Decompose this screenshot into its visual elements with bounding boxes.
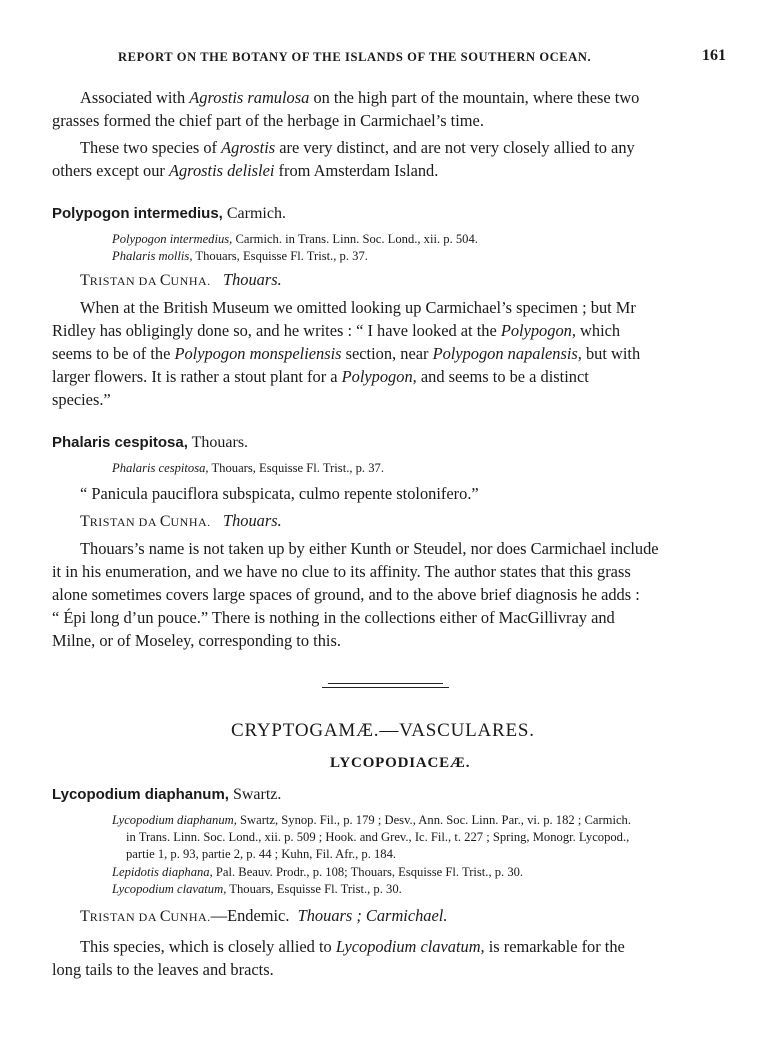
intro-p1-line2: grasses formed the chief part of the herbage in Carmichael’s time. <box>52 111 484 130</box>
text-line: it in his enumeration, and we have no clue to its affinity. The author states that this grass <box>52 562 631 581</box>
text-line: This species, which is closely allied to Lycopodium clavatum, is remarkable for the <box>80 937 625 956</box>
text-line: Milne, or of Moseley, corresponding to this. <box>52 631 341 650</box>
text-line: Thouars’s name is not taken up by either Kunth or Steudel, nor does Carmichael include <box>80 539 659 558</box>
intro-p2-line1: These two species of Agrostis are very distinct, and are not very closely allied to any <box>80 138 635 157</box>
synonym-ref: Lycopodium clavatum, Thouars, Esquisse Fl. Trist., p. 30. <box>112 882 402 896</box>
synonym-ref: Phalaris cespitosa, Thouars, Esquisse Fl. Trist., p. 37. <box>112 461 384 475</box>
intro-p2-line2: others except our Agrostis delislei from Amsterdam Island. <box>52 161 439 180</box>
text-line: seems to be of the Polypogon monspeliensis section, near Polypogon napalensis, but with <box>52 344 641 363</box>
text-line: species.” <box>52 390 111 409</box>
locality-line: TRISTAN DA CUNHA. Thouars. <box>80 270 282 289</box>
synonym-ref: Lepidotis diaphana, Pal. Beauv. Prodr., p. 108; Thouars, Esquisse Fl. Trist., p. 30. <box>112 865 524 879</box>
text-line: When at the British Museum we omitted looking up Carmichael’s specimen ; but Mr <box>80 298 636 317</box>
synonym-ref-cont: partie 1, p. 93, partie 2, p. 44 ; Kuhn, Fil. Afr., p. 184. <box>126 847 397 861</box>
text-line: Ridley has obligingly done so, and he writes : “ I have looked at the Polypogon, which <box>52 321 621 340</box>
synonym-ref: Lycopodium diaphanum, Swartz, Synop. Fil., p. 179 ; Desv., Ann. Soc. Linn. Par., vi. p. 182 ; Carmich. <box>112 813 631 827</box>
locality-line: TRISTAN DA CUNHA. Thouars. <box>80 511 282 530</box>
locality-line: TRISTAN DA CUNHA.—Endemic. Thouars ; Carmichael. <box>80 906 448 925</box>
species-heading-phalaris: Phalaris cespitosa, Thouars. <box>52 434 249 451</box>
synonym-ref: Polypogon intermedius, Carmich. in Trans. Linn. Soc. Lond., xii. p. 504. <box>112 232 478 246</box>
species-heading-lycopodium: Lycopodium diaphanum, Swartz. <box>52 786 282 803</box>
section-title: CRYPTOGAMÆ.—VASCULARES. <box>231 720 535 741</box>
section-divider <box>322 687 449 688</box>
text-line: alone sometimes covers large spaces of ground, and to the above brief diagnosis he adds : <box>52 585 640 604</box>
text-line: long tails to the leaves and bracts. <box>52 960 274 979</box>
synonym-ref: Phalaris mollis, Thouars, Esquisse Fl. Trist., p. 37. <box>112 249 368 263</box>
text-line: larger flowers. It is rather a stout plant for a Polypogon, and seems to be a distinct <box>52 367 589 386</box>
family-title: LYCOPODIACEÆ. <box>330 755 471 771</box>
species-heading-polypogon: Polypogon intermedius, Carmich. <box>52 205 286 222</box>
section-divider <box>328 683 443 684</box>
diagnosis-quote: “ Panicula pauciflora subspicata, culmo repente stolonifero.” <box>80 484 479 503</box>
page-number: 161 <box>702 47 726 64</box>
running-head: REPORT ON THE BOTANY OF THE ISLANDS OF THE SOUTHERN OCEAN. <box>118 50 592 64</box>
text-line: “ Épi long d’un pouce.” There is nothing in the collections either of MacGillivray and <box>52 608 615 627</box>
intro-p1-line1: Associated with Agrostis ramulosa on the high part of the mountain, where these two <box>80 88 640 107</box>
synonym-ref-cont: in Trans. Linn. Soc. Lond., xii. p. 509 ; Hook. and Grev., Ic. Fil., t. 227 ; Spring, Monogr. Lycopod., <box>126 830 630 844</box>
